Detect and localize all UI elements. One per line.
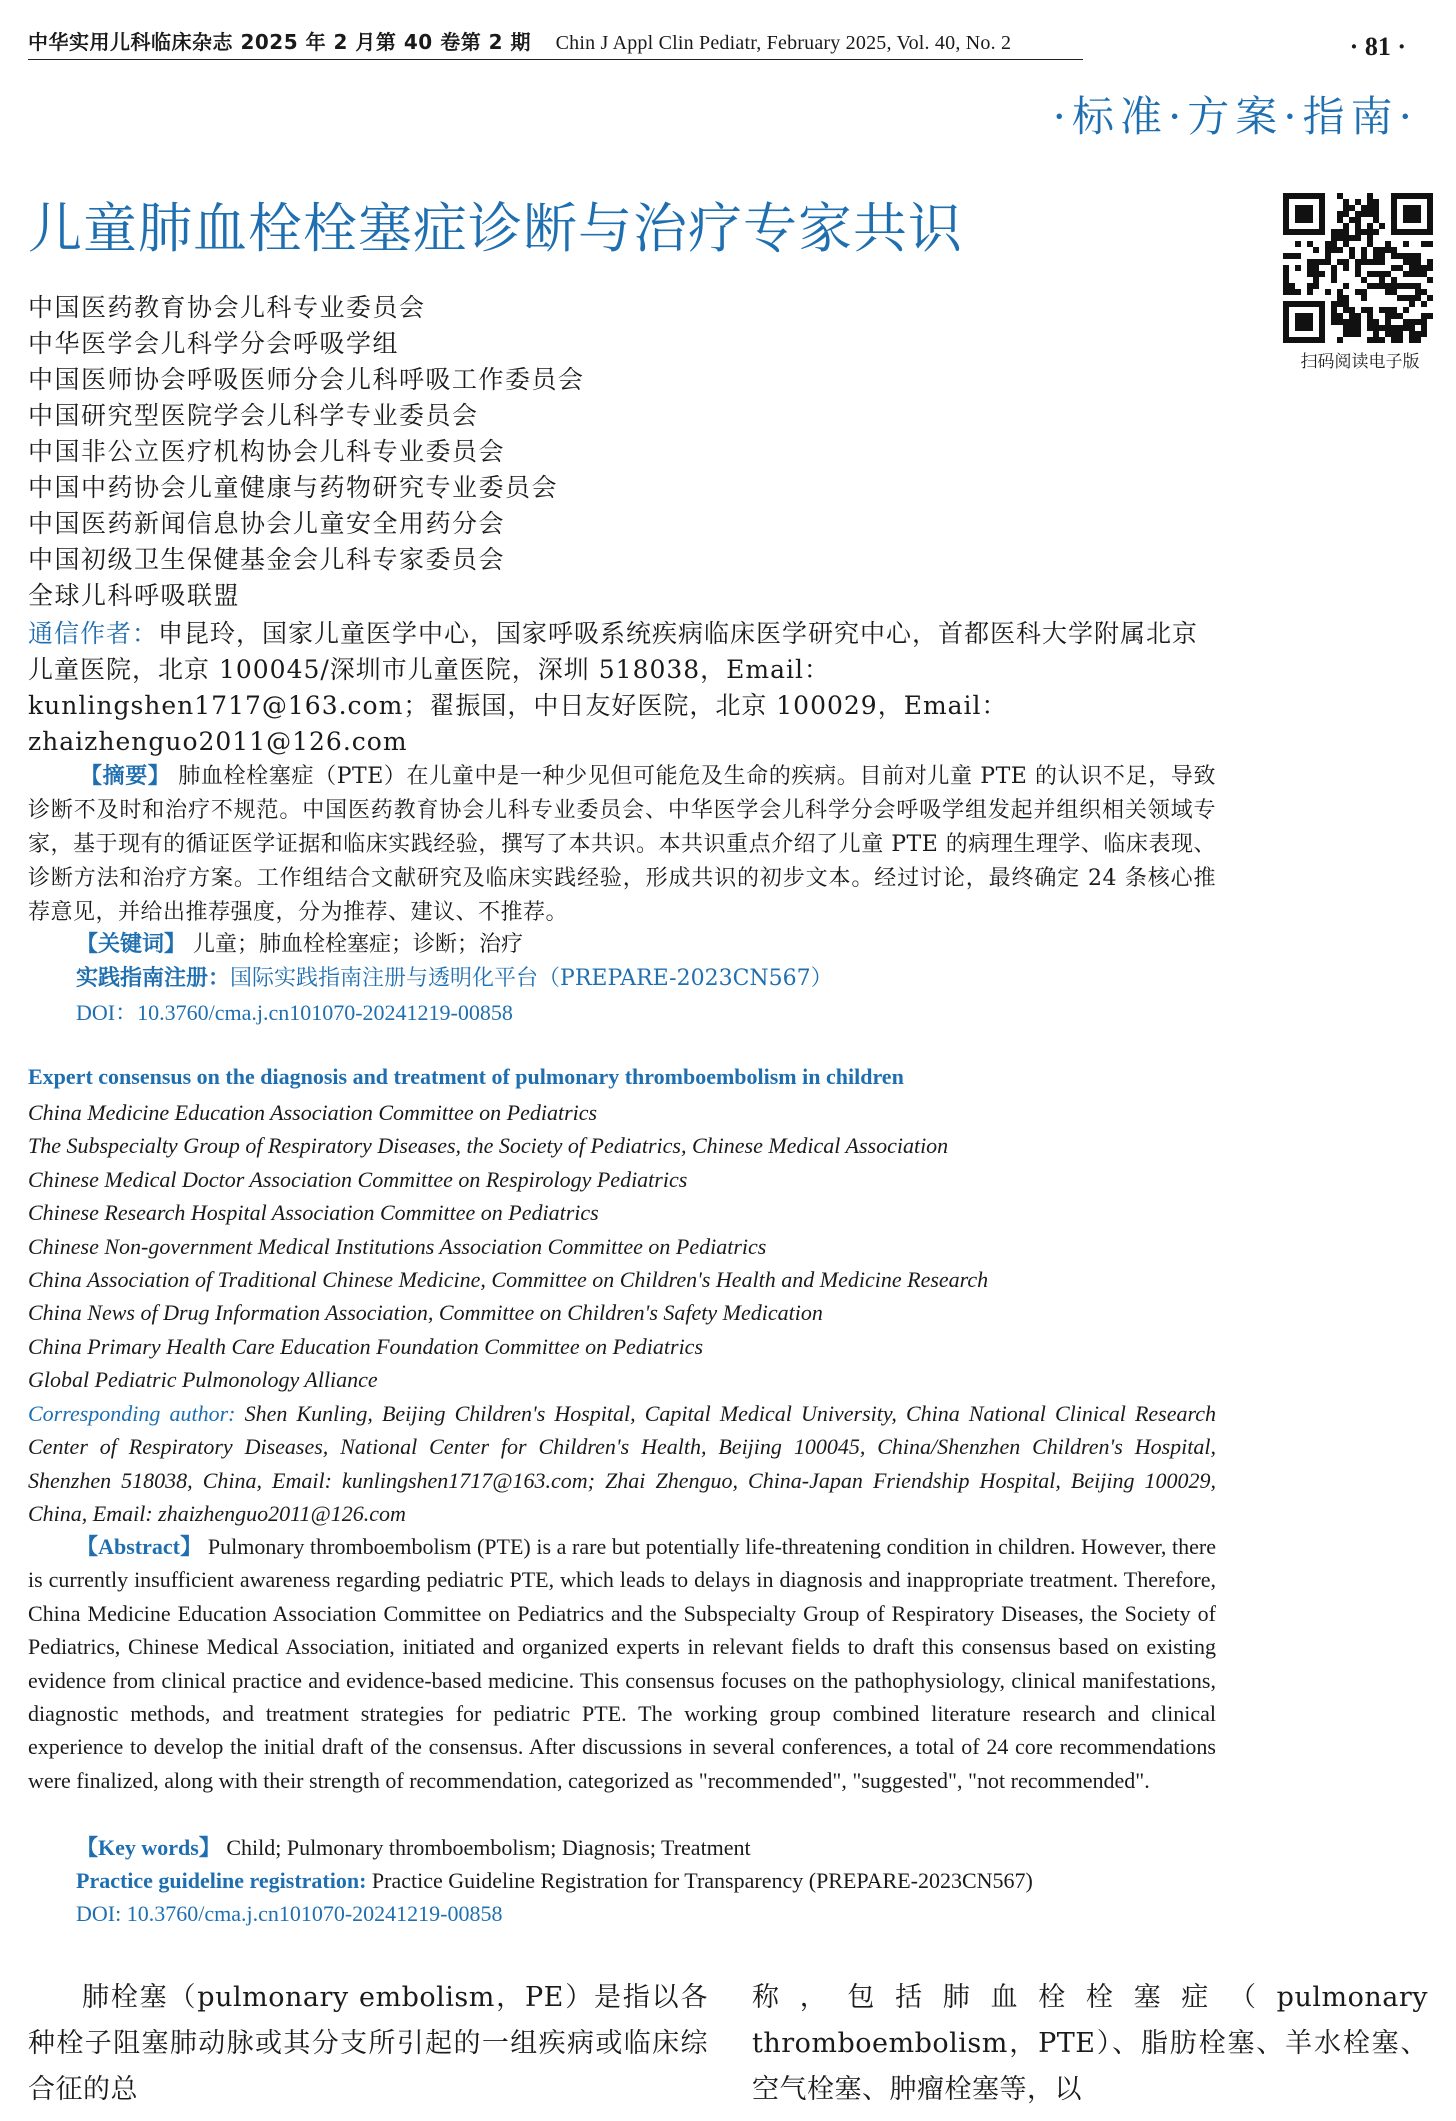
journal-name-en: Chin J Appl Clin Pediatr, February 2025, Vol. 40, No. 2 (555, 32, 1012, 54)
corresponding-text-cn: 申昆玲，国家儿童医学中心，国家呼吸系统疾病临床医学研究中心，首都医科大学附属北京儿童医院，北京 100045/深圳市儿童医院，深圳 518038，Email：kunlingshen1717@163.com；翟振国，中日友好医院，北京 100029，Email：zhaizhenguo2011@126.com (28, 619, 1199, 756)
running-header (28, 26, 1083, 60)
organization-cn: 全球儿科呼吸联盟 (28, 581, 241, 610)
organization-en: The Subspecialty Group of Respiratory Diseases, the Society of Pediatrics, Chinese Medical Association (28, 1133, 949, 1159)
organization-cn: 中国医药新闻信息协会儿童安全用药分会 (28, 509, 506, 538)
organization-cn: 中国医师协会呼吸医师分会儿科呼吸工作委员会 (28, 365, 585, 394)
journal-name-cn: 中华实用儿科临床杂志 2025 年 2 月第 40 卷第 2 期 (28, 30, 532, 54)
registration-label-en: Practice guideline registration: (76, 1868, 367, 1893)
registration-text-cn: 国际实践指南注册与透明化平台（PREPARE-2023CN567） (230, 966, 833, 991)
corresponding-text-en: Shen Kunling, Beijing Children's Hospital, Capital Medical University, China National Clinical Research Center of Respiratory Diseases, National Center for Children's Health, Beijing 100045, China/Shenzhen Children's Hospital, Shenzhen 518038, China, Email: kunlingshen1717@163.com; Zhai Zhenguo, China-Japan Friendship Hospital, Beijing 100029, China, Email: zhaizhenguo2011@126.com (28, 1401, 1217, 1527)
keywords-label-en: 【Key words】 (76, 1835, 221, 1860)
registration-cn (76, 962, 833, 996)
registration-label-cn: 实践指南注册： (76, 966, 231, 991)
organization-cn: 中国非公立医疗机构协会儿科专业委员会 (28, 437, 506, 466)
corresponding-author-cn (28, 616, 1218, 760)
organization-en: Chinese Research Hospital Association Committee on Pediatrics (28, 1200, 599, 1226)
organization-cn: 中国中药协会儿童健康与药物研究专业委员会 (28, 473, 559, 502)
abstract-en (28, 1530, 1216, 1797)
corresponding-label-en: Corresponding author: (28, 1401, 236, 1426)
organizations-en (28, 1096, 988, 1397)
corresponding-label-cn: 通信作者： (28, 619, 159, 648)
doi-en[interactable]: DOI: 10.3760/cma.j.cn101070-20241219-00858 (76, 1901, 503, 1926)
keywords-en (76, 1831, 751, 1864)
page-number: · 81 · (1349, 32, 1406, 61)
abstract-text-cn: 肺血栓栓塞症（PTE）在儿童中是一种少见但可能危及生命的疾病。目前对儿童 PTE 的认识不足，导致诊断不及时和治疗不规范。中国医药教育协会儿科专业委员会、中华医学会儿科学分会呼吸学组发起并组织相关领域专家，基于现有的循证医学证据和临床实践经验，撰写了本共识。本共识重点介绍了儿童 PTE 的病理生理学、临床表现、诊断方法和治疗方案。工作组结合文献研究及临床实践经验，形成共识的初步文本。经过讨论，最终确定 24 条核心推荐意见，并给出推荐强度，分为推荐、建议、不推荐。 (28, 764, 1216, 925)
keywords-text-en: Child; Pulmonary thromboembolism; Diagnosis; Treatment (220, 1835, 751, 1860)
corresponding-author-en (28, 1397, 1216, 1531)
qr-caption: 扫码阅读电子版 (1300, 352, 1420, 372)
abstract-text-en: Pulmonary thromboembolism (PTE) is a rare but potentially life-threatening condition in children. However, there is currently insufficient awareness regarding pediatric PTE, which leads to delays in diagnosis and inappropriate treatment. Therefore, China Medicine Education Association Committee on Pediatrics and the Subspecialty Group of Respiratory Diseases, the Society of Pediatrics, Chinese Medical Association, initiated and organized experts in relevant fields to draft this consensus based on existing evidence from clinical practice and evidence-based medicine. This consensus focuses on the pathophysiology, clinical manifestations, diagnostic methods, and treatment strategies for pediatric PTE. The working group combined literature research and clinical experience to develop the initial draft of the consensus. After discussions in several conferences, a total of 24 core recommendations were finalized, along with their strength of recommendation, categorized as "recommended", "suggested", "not recommended". (28, 1534, 1216, 1793)
body-column-left: 肺栓塞（pulmonary embolism，PE）是指以各种栓子阻塞肺动脉或其分支所引起的一组疾病或临床综合征的总 (28, 1982, 708, 2105)
abstract-label-cn: 【摘要】 (80, 764, 171, 789)
organization-en: China Primary Health Care Education Foundation Committee on Pediatrics (28, 1333, 704, 1359)
section-tag: ·标准·方案·指南· (1052, 92, 1418, 141)
organization-cn: 中华医学会儿科学分会呼吸学组 (28, 329, 400, 358)
abstract-label-en: 【Abstract】 (76, 1534, 203, 1559)
organization-en: Global Pediatric Pulmonology Alliance (28, 1367, 378, 1393)
organization-en: China Association of Traditional Chinese Medicine, Committee on Children's Health and Medicine Research (28, 1267, 989, 1293)
organization-en: China News of Drug Information Association, Committee on Children's Safety Medication (28, 1300, 823, 1326)
body-column-right: 称，包括肺血栓栓塞症（pulmonary thromboembolism，PTE）、脂肪栓塞、羊水栓塞、空气栓塞、肿瘤栓塞等，以 (752, 1982, 1428, 2105)
doi-cn[interactable]: DOI：10.3760/cma.j.cn101070-20241219-00858 (76, 1000, 513, 1025)
organization-cn: 中国初级卫生保健基金会儿科专家委员会 (28, 545, 506, 574)
registration-text-en: Practice Guideline Registration for Transparency (PREPARE-2023CN567) (366, 1868, 1033, 1893)
organizations-cn (28, 290, 585, 614)
abstract-cn (28, 760, 1216, 930)
article-title-en: Expert consensus on the diagnosis and treatment of pulmonary thromboembolism in children (28, 1064, 904, 1089)
registration-en (76, 1864, 1033, 1897)
organization-cn: 中国医药教育协会儿科专业委员会 (28, 293, 426, 322)
keywords-text-cn: 儿童；肺血栓栓塞症；诊断；治疗 (193, 932, 524, 957)
qr-code-icon[interactable] (1283, 193, 1433, 343)
article-title: 儿童肺血栓栓塞症诊断与治疗专家共识 (28, 197, 963, 260)
organization-en: China Medicine Education Association Committee on Pediatrics (28, 1100, 598, 1125)
organization-en: Chinese Non-government Medical Institutions Association Committee on Pediatrics (28, 1233, 767, 1259)
keywords-cn (76, 928, 523, 962)
organization-en: Chinese Medical Doctor Association Committee on Respirology Pediatrics (28, 1166, 688, 1192)
keywords-label-cn: 【关键词】 (76, 932, 187, 957)
organization-cn: 中国研究型医院学会儿科学专业委员会 (28, 401, 479, 430)
